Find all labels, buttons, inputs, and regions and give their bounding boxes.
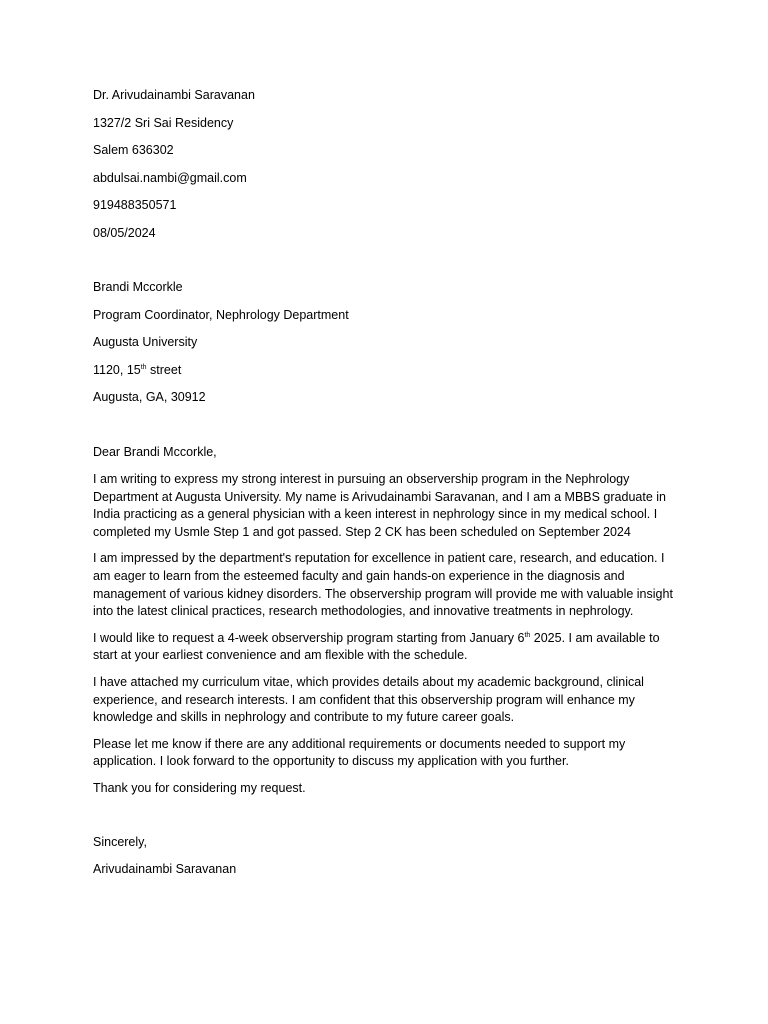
body-paragraph-4: I have attached my curriculum vitae, which provides details about my academic background, clinical experience, and research interests. I am confident that this observership program will enhance my knowledge and skills in nephrology and contribute to my future career goals. [93,674,644,725]
body-paragraph-3 [93,630,683,665]
body-paragraph-3-start: I would like to request a 4-week observership program starting from January 6 [93,630,525,645]
signature-name: Arivudainambi Saravanan [93,862,237,876]
spacer [93,417,683,444]
recipient-block [93,279,683,417]
body-paragraph-3-suffix: th [524,631,531,639]
recipient-street-name: street [146,362,182,377]
recipient-title: Program Coordinator, Nephrology Department [93,307,349,322]
letter-page [93,87,683,889]
body-paragraph-6: Thank you for considering my request. [93,780,306,795]
sender-city: Salem 636302 [93,143,174,157]
body-paragraph-2: I am impressed by the department's reputation for excellence in patient care, research, and education. I am eager to learn from the esteemed faculty and gain hands-on experience in the diagnosis and management of various kidney disorders. The observership program will provide me with valuable insight into the latest clinical practices, research methodologies, and innovative treatments in nephrology. [93,551,673,619]
sender-name: Dr. Arivudainambi Saravanan [93,88,255,102]
sender-email: abdulsai.nambi@gmail.com [93,170,247,185]
recipient-org: Augusta University [93,335,198,349]
closing: Sincerely, [93,834,147,849]
spacer [93,807,683,834]
letter-body [93,471,683,798]
salutation: Dear Brandi Mccorkle, [93,444,217,459]
body-paragraph-3-end: 2025. I am available to start at your earliest convenience and am flexible with the schedule. [93,630,660,663]
body-paragraph-1: I am writing to express my strong interest in pursuing an observership program in the Nephrology Department at Augusta University. My name is Arivudainambi Saravanan, and I am a MBBS graduate in India practicing as a general physician with a keen interest in nephrology since in my medical school. I completed my Usmle Step 1 and got passed. Step 2 CK has been scheduled on September 2024 [93,472,666,539]
spacer [93,252,683,279]
letter-date: 08/05/2024 [93,225,156,240]
recipient-name: Brandi Mccorkle [93,280,183,294]
body-paragraph-5: Please let me know if there are any additional requirements or documents needed to support my application. I look forward to the opportunity to discuss my application with you further. [93,736,626,769]
recipient-street-suffix: th [140,363,147,371]
sender-address: 1327/2 Sri Sai Residency [93,115,234,130]
sender-block [93,87,683,252]
sender-phone: 919488350571 [93,198,177,212]
recipient-street [93,362,683,390]
recipient-street-number: 1120, 15 [93,362,141,377]
recipient-city: Augusta, GA, 30912 [93,390,206,404]
